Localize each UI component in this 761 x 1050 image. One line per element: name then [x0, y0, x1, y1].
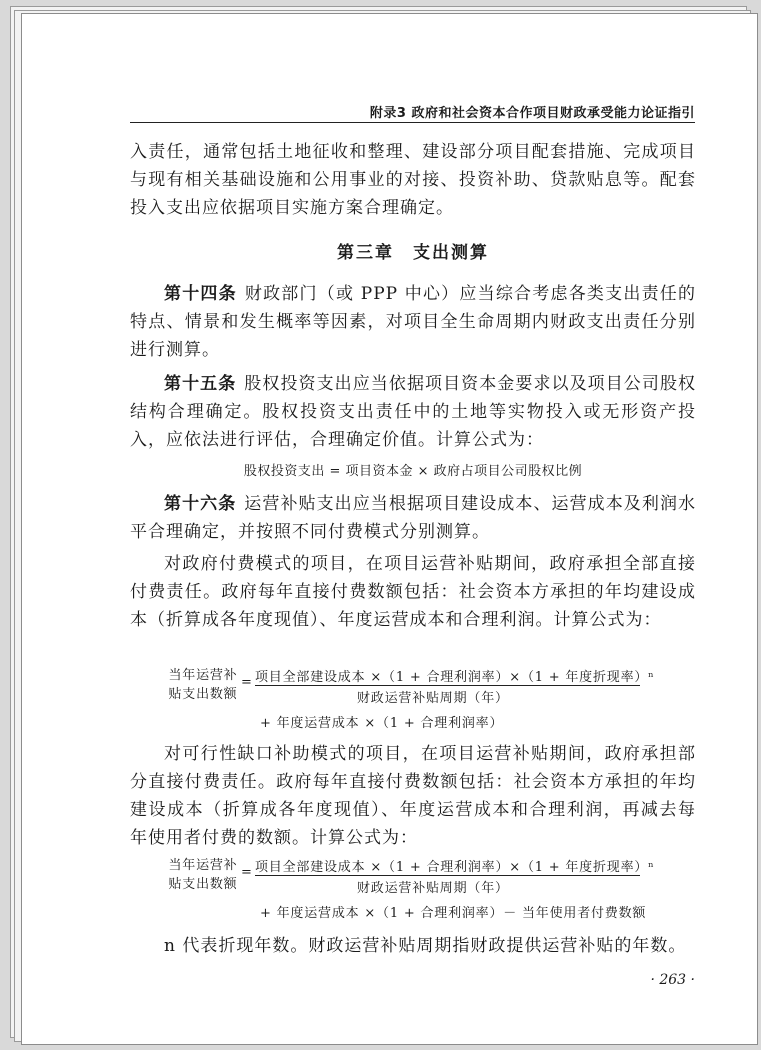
article-16-text: 运营补贴支出应当根据项目建设成本、运营成本及利润水平合理确定，并按照不同付费模式分别测算。: [130, 494, 697, 542]
formula-1-lhs-line1: 当年运营补: [168, 668, 238, 683]
note-paragraph: [130, 932, 696, 960]
intro-text: 入责任，通常包括土地征收和整理、建设部分项目配套措施、完成项目与现有相关基础设施和公用事业的对接、投资补助、贷款贴息等。配套投入支出应依据项目实施方案合理确定。: [130, 142, 696, 218]
formula-1-lhs-line2: 贴支出数额: [168, 687, 238, 702]
note-text: n 代表折现年数。财政运营补贴周期指财政提供运营补贴的年数。: [164, 936, 687, 956]
header-rule: [130, 122, 695, 123]
formula-1-denominator: 财政运营补贴周期（年）: [357, 691, 509, 706]
formula-2-numerator: 项目全部建设成本 ×（1 + 合理利润率）×（1 + 年度折现率）ⁿ: [255, 860, 655, 875]
formula-1-numerator: 项目全部建设成本 ×（1 + 合理利润率）×（1 + 年度折现率）ⁿ: [255, 670, 655, 685]
formula-2-lhs: [167, 856, 239, 894]
formula-1-fraction-bar: [255, 685, 640, 686]
formula-1-equals: =: [241, 675, 253, 690]
article-16: [130, 490, 696, 546]
formula-2-equals: =: [241, 865, 253, 880]
formula-2-denominator: 财政运营补贴周期（年）: [357, 881, 509, 896]
formula-1-plus-term: + 年度运营成本 ×（1 + 合理利润率）: [260, 716, 504, 731]
page-number: · 263 ·: [650, 972, 695, 988]
formula-1-lhs: [167, 666, 239, 704]
article-15: [130, 370, 696, 454]
intro-paragraph: [130, 138, 696, 222]
article-14-label: 第十四条: [164, 284, 237, 304]
gap-subsidy-text: 对可行性缺口补助模式的项目，在项目运营补贴期间，政府承担部分直接付费责任。政府每年直接付费数额包括：社会资本方承担的年均建设成本（折算成各年度现值）、年度运营成本和合理利润，再减去每年使用者付费的数额。计算公式为：: [130, 744, 696, 848]
paper-stack-middle: [14, 10, 751, 1042]
running-header: 附录3 政府和社会资本合作项目财政承受能力论证指引: [369, 106, 695, 121]
equity-formula: 股权投资支出 = 项目资本金 × 政府占项目公司股权比例: [243, 464, 583, 479]
article-14: [130, 280, 696, 364]
gov-pay-paragraph: [130, 550, 696, 634]
chapter-title: 第三章 支出测算: [337, 243, 489, 263]
gap-subsidy-paragraph: [130, 740, 696, 852]
formula-2-plus-term: + 年度运营成本 ×（1 + 合理利润率）－ 当年使用者付费数额: [260, 906, 647, 921]
gov-pay-text: 对政府付费模式的项目，在项目运营补贴期间，政府承担全部直接付费责任。政府每年直接付费数额包括：社会资本方承担的年均建设成本（折算成各年度现值）、年度运营成本和合理利润。计算公式为：: [130, 554, 696, 630]
article-15-text: 股权投资支出应当依据项目资本金要求以及项目公司股权结构合理确定。股权投资支出责任中的土地等实物投入或无形资产投入，应依法进行评估，合理确定价值。计算公式为：: [130, 374, 697, 450]
formula-2-lhs-line1: 当年运营补: [168, 858, 238, 873]
article-14-text: 财政部门（或 PPP 中心）应当综合考虑各类支出责任的特点、情景和发生概率等因素，对项目全生命周期内财政支出责任分别进行测算。: [130, 284, 697, 360]
book-page: [21, 13, 758, 1045]
formula-2-fraction-bar: [255, 875, 640, 876]
article-15-label: 第十五条: [164, 374, 237, 394]
article-16-label: 第十六条: [164, 494, 237, 514]
formula-2-lhs-line2: 贴支出数额: [168, 877, 238, 892]
